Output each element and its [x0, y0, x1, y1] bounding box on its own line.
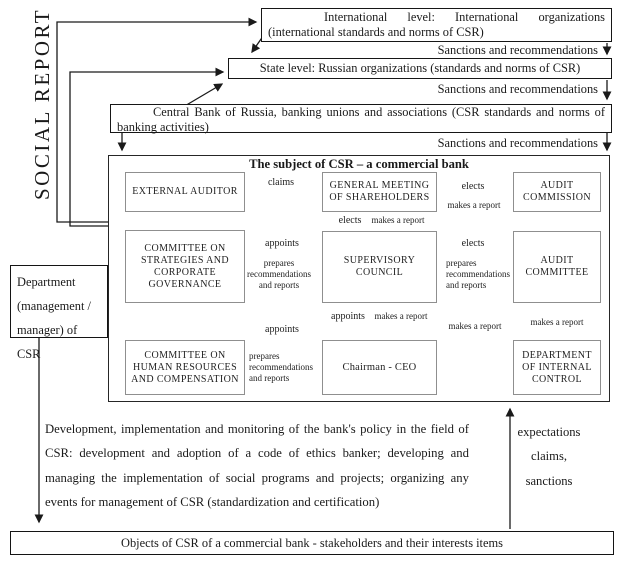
central-bank-box: Central Bank of Russia, banking unions and associations (CSR standards and norms of banking activities) [110, 104, 612, 133]
label-claims: claims [267, 177, 295, 188]
feedback-claims: claims, [530, 449, 568, 464]
subject-title: The subject of CSR – a commercial bank [249, 157, 469, 171]
state-level-box: State level: Russian organizations (standards and norms of CSR) [228, 58, 612, 79]
label-makes-report-1: makes a report [447, 200, 501, 210]
label-elects-1: elects [461, 181, 485, 192]
audit-commission-box: AUDIT COMMISSION [513, 172, 601, 212]
sanctions-label-3: Sanctions and recommendations [437, 136, 598, 150]
feedback-sanctions: sanctions [525, 473, 573, 488]
strategies-committee-box: COMMITTEE ON STRATEGIES AND CORPORATE GOVERNANCE [125, 230, 245, 303]
objects-of-csr-box: Objects of CSR of a commercial bank - stakeholders and their interests items [10, 531, 614, 555]
policy-paragraph: Development, implementation and monitoring of the bank's policy in the field of CSR: development and adoption of a code of ethics banker; developing and managing the implementation of social programs and projects; organizing any events for management of CSR (standardization and certification) [45, 422, 469, 510]
internal-control-box: DEPARTMENT OF INTERNAL CONTROL [513, 340, 601, 395]
label-prepares-left: prepares recommendations and reports [247, 258, 311, 290]
label-appoints-3: appoints [265, 324, 299, 335]
social-report-caption: SOCIAL REPORT [30, 7, 54, 200]
label-appoints-2: appoints [331, 311, 365, 322]
chairman-ceo-box: Chairman - CEO [322, 340, 437, 395]
supervisory-council-box: SUPERVISORY COUNCIL [322, 231, 437, 303]
label-makes-report-4: makes a report [448, 321, 502, 331]
sanctions-label-2: Sanctions and recommendations [437, 82, 598, 96]
external-auditor-box: EXTERNAL AUDITOR [125, 172, 245, 212]
label-prepares-right: prepares recommendations and reports [446, 258, 510, 290]
general-meeting-box: GENERAL MEETING OF SHAREHOLDERS [322, 172, 437, 212]
label-elects-3: elects [461, 238, 485, 249]
label-makes-report-3: makes a report [374, 311, 428, 321]
audit-committee-box: AUDIT COMMITTEE [513, 231, 601, 303]
hr-committee-box: COMMITTEE ON HUMAN RESOURCES AND COMPENSATION [125, 340, 245, 395]
label-appoints-1: appoints [265, 238, 299, 249]
feedback-labels [505, 420, 593, 493]
label-makes-report-2: makes a report [371, 215, 425, 225]
label-elects-2: elects [338, 215, 362, 226]
sanctions-label-1: Sanctions and recommendations [437, 43, 598, 57]
label-makes-report-5: makes a report [530, 317, 584, 327]
international-level-box: International level: International organizations (international standards and norms of CSR) [261, 8, 612, 42]
csr-department-box: Department (management / manager) of CSR [10, 265, 108, 338]
label-prepares-hr: prepares recommendations and reports [249, 351, 313, 383]
feedback-expectations: expectations [517, 425, 581, 439]
